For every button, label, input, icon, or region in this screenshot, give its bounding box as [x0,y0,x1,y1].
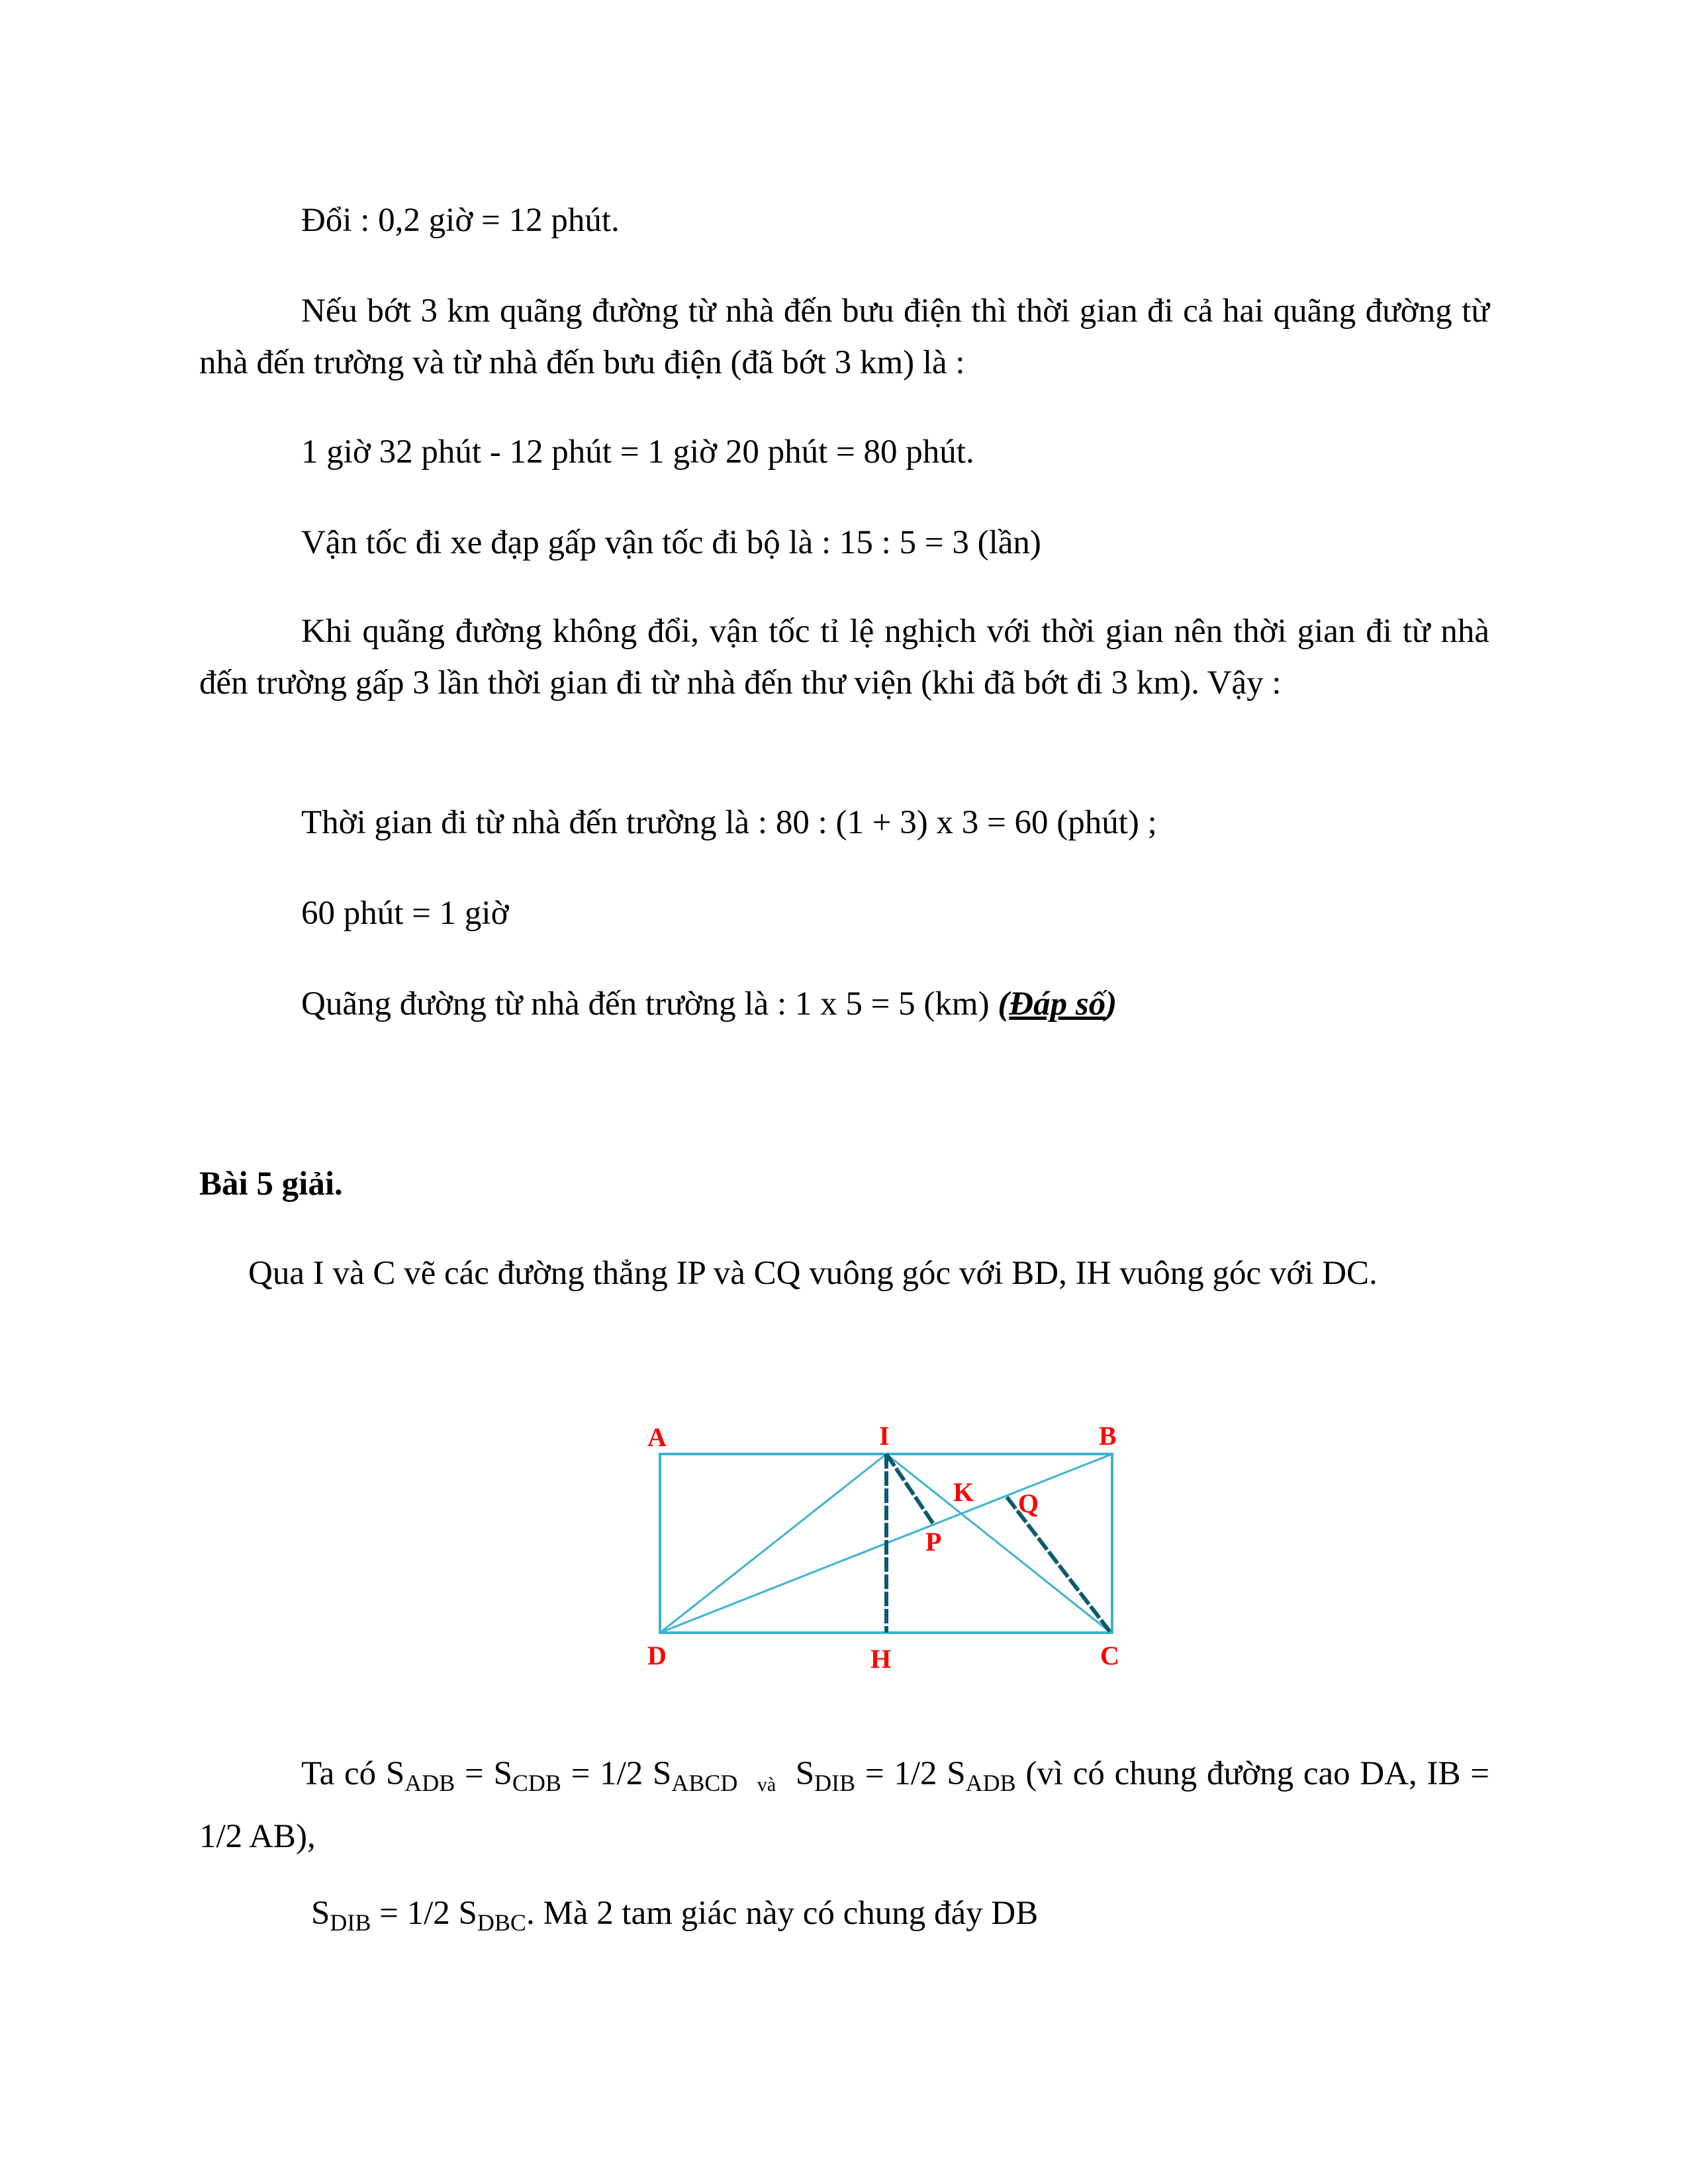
f1-sub: CDB [512,1770,561,1796]
label-b: B [1099,1421,1117,1451]
paragraph-inverse-ratio: Khi quãng đường không đổi, vận tốc tỉ lệ nghịch với thời gian nên thời gian đi từ nhà đến trường gấp 3 lần thời gian đi từ nhà đến thư viện (khi đã bớt đi 3 km). Vậy : [199,613,1489,702]
line-conversion: Đổi : 0,2 giờ = 12 phút. [301,202,620,239]
distance-text: Quãng đường từ nhà đến trường là : 1 x 5 = 5 (km) [301,985,998,1023]
segment-ic [886,1454,1111,1633]
f1-sub: ADB [965,1770,1016,1796]
f2-sub: DIB [330,1909,371,1936]
heading-bai-5: Bài 5 giải. [199,1165,343,1203]
label-i: I [879,1421,890,1451]
paragraph-area-relations [199,1748,1489,1862]
f1-text: = 1/2 S [855,1755,966,1792]
label-d: D [647,1641,667,1670]
line-dib-dbc [311,1888,1601,1948]
paren-open: ( [998,985,1009,1023]
f1-text: = S [455,1755,512,1792]
paragraph-reduce-distance: Nếu bớt 3 km quãng đường từ nhà đến bưu điện thì thời gian đi cả hai quãng đường từ nhà đến trường và từ nhà đến bưu điện (đã bớt 3 km) là : [199,293,1489,381]
f2-text: S [311,1895,330,1932]
label-a: A [647,1422,667,1452]
paren-close: ) [1105,985,1117,1023]
f1-text: (vì có chung đường cao DA, IB = 1/2 AB), [199,1755,1490,1855]
line-time-calc: 1 giờ 32 phút - 12 phút = 1 giờ 20 phút = 80 phút. [301,433,974,471]
line-time-to-school: Thời gian đi từ nhà đến trường là : 80 : (1 + 3) x 3 = 60 (phút) ; [301,804,1157,841]
label-k: K [953,1477,974,1507]
answer-word: Đáp số [1009,985,1106,1023]
line-60-minutes: 60 phút = 1 giờ [301,895,509,932]
segment-ip [886,1454,934,1525]
f1-text: = 1/2 S [561,1755,672,1792]
line-speed-ratio: Vận tốc đi xe đạp gấp vận tốc đi bộ là : 15 : 5 = 3 (lần) [301,524,1041,561]
label-q: Q [1018,1488,1039,1518]
f2-sub: DBC [477,1909,526,1936]
f1-va: và [757,1774,776,1796]
paragraph-construction: Qua I và C vẽ các đường thẳng IP và CQ vuông góc với BD, IH vuông góc với DC. [248,1255,1378,1292]
label-p: P [925,1527,942,1557]
segment-id [660,1454,886,1633]
f1-text: Ta có S [301,1755,405,1792]
f2-text: = 1/2 S [371,1895,477,1932]
f1-sub: DIB [814,1770,856,1796]
f1-sub: ADB [404,1770,455,1796]
f2-text: . Mà 2 tam giác này có chung đáy DB [526,1895,1039,1932]
f1-text: S [795,1755,815,1792]
label-c: C [1100,1641,1119,1670]
label-h: H [870,1644,892,1674]
f1-sub: ABCD [671,1770,738,1796]
